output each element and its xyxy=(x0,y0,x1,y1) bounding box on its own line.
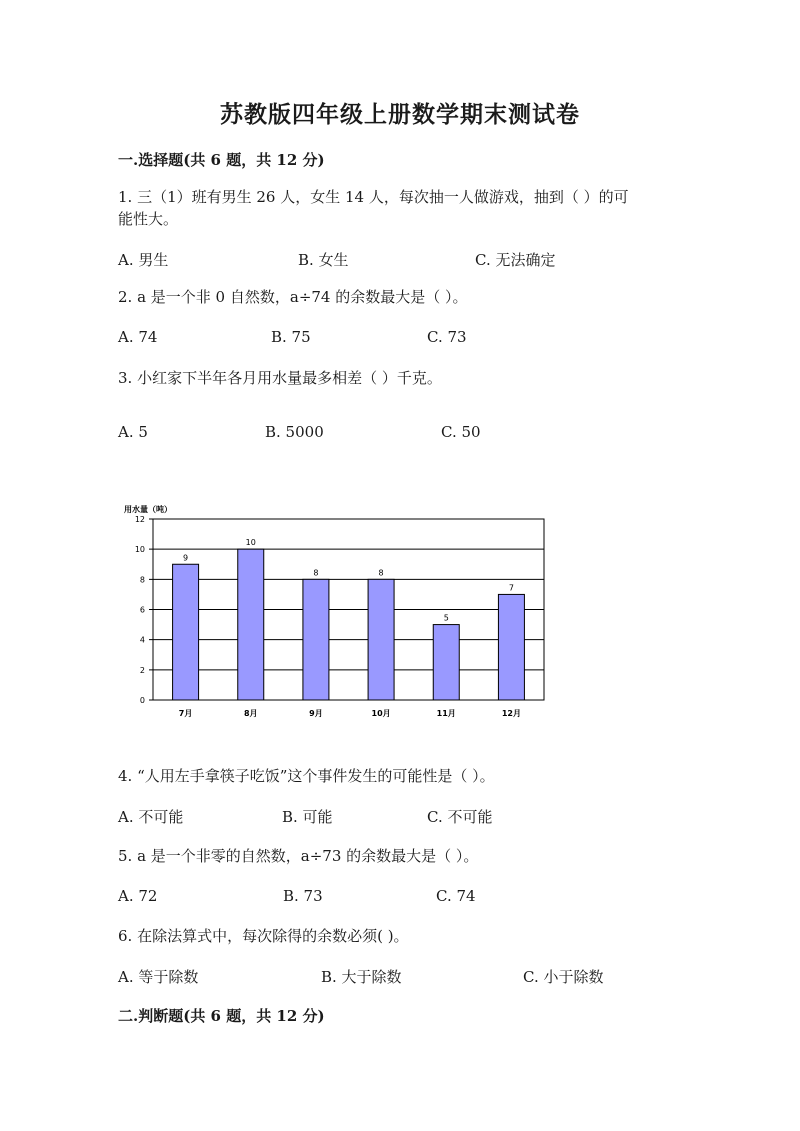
chart-y-tick-label: 2 xyxy=(139,665,145,675)
chart-y-tick-label: 4 xyxy=(139,635,145,645)
question-4-option-c: C. 不可能 xyxy=(427,808,493,826)
question-6-option-c: C. 小于除数 xyxy=(523,968,604,986)
chart-bar-value-label: 9 xyxy=(183,553,189,563)
section-heading-judgement: 二.判断题(共 6 题，共 12 分) xyxy=(118,1007,325,1025)
question-5-option-b: B. 73 xyxy=(283,887,323,905)
chart-x-tick-label: 12月 xyxy=(501,709,521,718)
chart-bar xyxy=(303,579,329,700)
question-4-option-b: B. 可能 xyxy=(282,808,333,826)
chart-bar-value-label: 5 xyxy=(443,613,449,623)
section-heading-choice: 一.选择题(共 6 题，共 12 分) xyxy=(118,151,325,169)
chart-x-tick-label: 9月 xyxy=(309,709,323,718)
question-1-stem-line2: 能性大。 xyxy=(118,210,179,228)
question-3-option-c: C. 50 xyxy=(441,423,481,441)
question-2-option-a: A. 74 xyxy=(118,328,158,346)
chart-y-tick-label: 0 xyxy=(139,696,145,705)
question-6-option-a: A. 等于除数 xyxy=(118,968,199,986)
question-4-option-a: A. 不可能 xyxy=(118,808,184,826)
question-4-stem: 4. “人用左手拿筷子吃饭”这个事件发生的可能性是（ ）。 xyxy=(118,767,495,785)
question-3-stem: 3. 小红家下半年各月用水量最多相差（ ）千克。 xyxy=(118,369,442,387)
question-1-option-b: B. 女生 xyxy=(298,251,349,269)
chart-x-tick-label: 10月 xyxy=(371,709,391,718)
water-usage-bar-chart xyxy=(118,500,558,730)
chart-y-axis-title: 用水量（吨） xyxy=(124,505,172,514)
question-1-stem-line1: 1. 三（1）班有男生 26 人，女生 14 人，每次抽一人做游戏，抽到（ ）的可 xyxy=(118,188,629,206)
question-5-option-a: A. 72 xyxy=(118,887,158,905)
chart-bar-value-label: 8 xyxy=(378,568,384,578)
chart-bar-value-label: 8 xyxy=(313,568,319,578)
question-3-option-b: B. 5000 xyxy=(265,423,324,441)
question-2-stem: 2. a 是一个非 0 自然数，a÷74 的余数最大是（ ）。 xyxy=(118,288,468,306)
page-title: 苏教版四年级上册数学期末测试卷 xyxy=(220,101,580,128)
chart-y-tick-label: 10 xyxy=(134,545,145,555)
chart-bar xyxy=(173,564,199,700)
chart-y-tick-label: 8 xyxy=(139,575,145,585)
chart-y-tick-label: 6 xyxy=(139,605,145,615)
question-5-option-c: C. 74 xyxy=(436,887,476,905)
chart-x-tick-label: 8月 xyxy=(243,709,258,718)
chart-bar-value-label: 10 xyxy=(245,538,256,548)
chart-x-tick-label: 7月 xyxy=(178,709,193,718)
question-6-stem: 6. 在除法算式中，每次除得的余数必须( )。 xyxy=(118,927,409,945)
question-2-option-b: B. 75 xyxy=(271,328,311,346)
question-5-stem: 5. a 是一个非零的自然数，a÷73 的余数最大是（ ）。 xyxy=(118,847,479,865)
chart-bar xyxy=(368,579,394,700)
chart-bar xyxy=(433,625,459,700)
question-6-option-b: B. 大于除数 xyxy=(321,968,402,986)
question-2-option-c: C. 73 xyxy=(427,328,467,346)
question-1-option-a: A. 男生 xyxy=(118,251,169,269)
question-1-option-c: C. 无法确定 xyxy=(475,251,556,269)
chart-y-tick-label: 12 xyxy=(134,515,145,524)
question-3-option-a: A. 5 xyxy=(118,423,148,441)
chart-x-tick-label: 11月 xyxy=(436,709,456,718)
chart-bar-value-label: 7 xyxy=(508,583,514,593)
chart-bar xyxy=(238,549,264,700)
chart-bar xyxy=(498,594,524,700)
